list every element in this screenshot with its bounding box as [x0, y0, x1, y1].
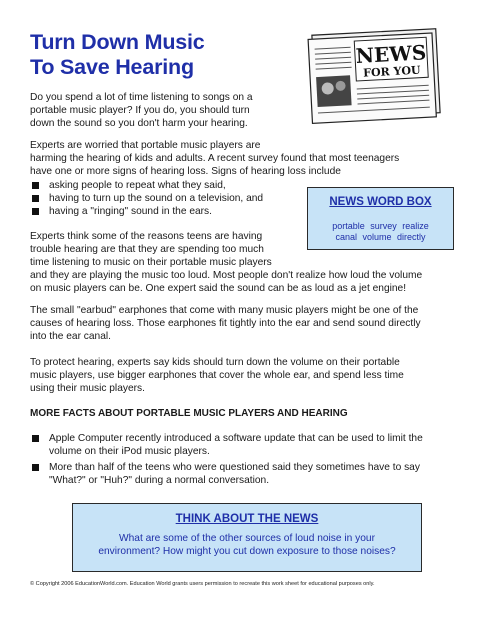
reasons-paragraph: Experts think some of the reasons teens are having trouble hearing are that they are spending too much time listening to music on their portable music players and they are playing the music too loud. Most people don't realize how loud the volume on music players can be. One expert said the sound can be as loud as a jet engine!	[30, 231, 423, 294]
list-item: having a "ringing" sound in the ears.	[30, 205, 263, 218]
svg-text:NEWS: NEWS	[355, 40, 427, 68]
bullet-icon	[32, 435, 39, 442]
list-item: Apple Computer recently introduced a software update that can be used to limit the volume on their iPod music players.	[30, 432, 423, 458]
intro-paragraph: Do you spend a lot of time listening to songs on a portable music player? If you do, you should turn down the sound so you don't harm your hearing.	[30, 92, 253, 129]
more-facts-list	[30, 432, 423, 490]
more-facts-heading: MORE FACTS ABOUT PORTABLE MUSIC PLAYERS AND HEARING	[30, 408, 348, 419]
list-item: More than half of the teens who were questioned said they sometimes have to say "What?" or "Huh?" during a normal conversation.	[30, 461, 423, 487]
earbud-paragraph: The small "earbud" earphones that come with many music players might be one of the causes of hearing loss. Those earphones fit tightly into the ear and send sound directly into the ear canal.	[30, 305, 421, 342]
hearing-loss-signs-list	[30, 179, 263, 218]
list-item: asking people to repeat what they said,	[30, 179, 263, 192]
bullet-icon	[32, 195, 39, 202]
title-line-1: Turn Down Music	[30, 30, 205, 54]
list-item: having to turn up the sound on a television, and	[30, 192, 263, 205]
bullet-icon	[32, 464, 39, 471]
title-line-2: To Save Hearing	[30, 55, 194, 79]
news-for-you-logo	[300, 24, 450, 124]
think-box-title: THINK ABOUT THE NEWS	[175, 513, 319, 525]
think-about-the-news-box	[72, 503, 422, 572]
page-title	[30, 30, 205, 80]
word-box-words: portable survey realize canal volume directly	[332, 221, 429, 242]
svg-text:FOR YOU: FOR YOU	[362, 63, 421, 80]
bullet-icon	[32, 208, 39, 215]
experts-paragraph: Experts are worried that portable music players are harming the hearing of kids and adults. A recent survey found that most teenagers have one or more signs of hearing loss. Signs of hearing loss include	[30, 140, 400, 177]
protect-paragraph: To protect hearing, experts say kids should turn down the volume on their portable music players, use bigger earphones that cover the whole ear, and spend less time using their music players.	[30, 357, 404, 394]
copyright-notice: © Copyright 2006 EducationWorld.com. Education World grants users permission to recreate this work sheet for educational purposes only.	[30, 581, 375, 587]
word-box-title: NEWS WORD BOX	[329, 196, 432, 208]
think-box-question: What are some of the other sources of loud noise in your environment? How might you cut down exposure to those noises?	[98, 533, 396, 557]
bullet-icon	[32, 182, 39, 189]
